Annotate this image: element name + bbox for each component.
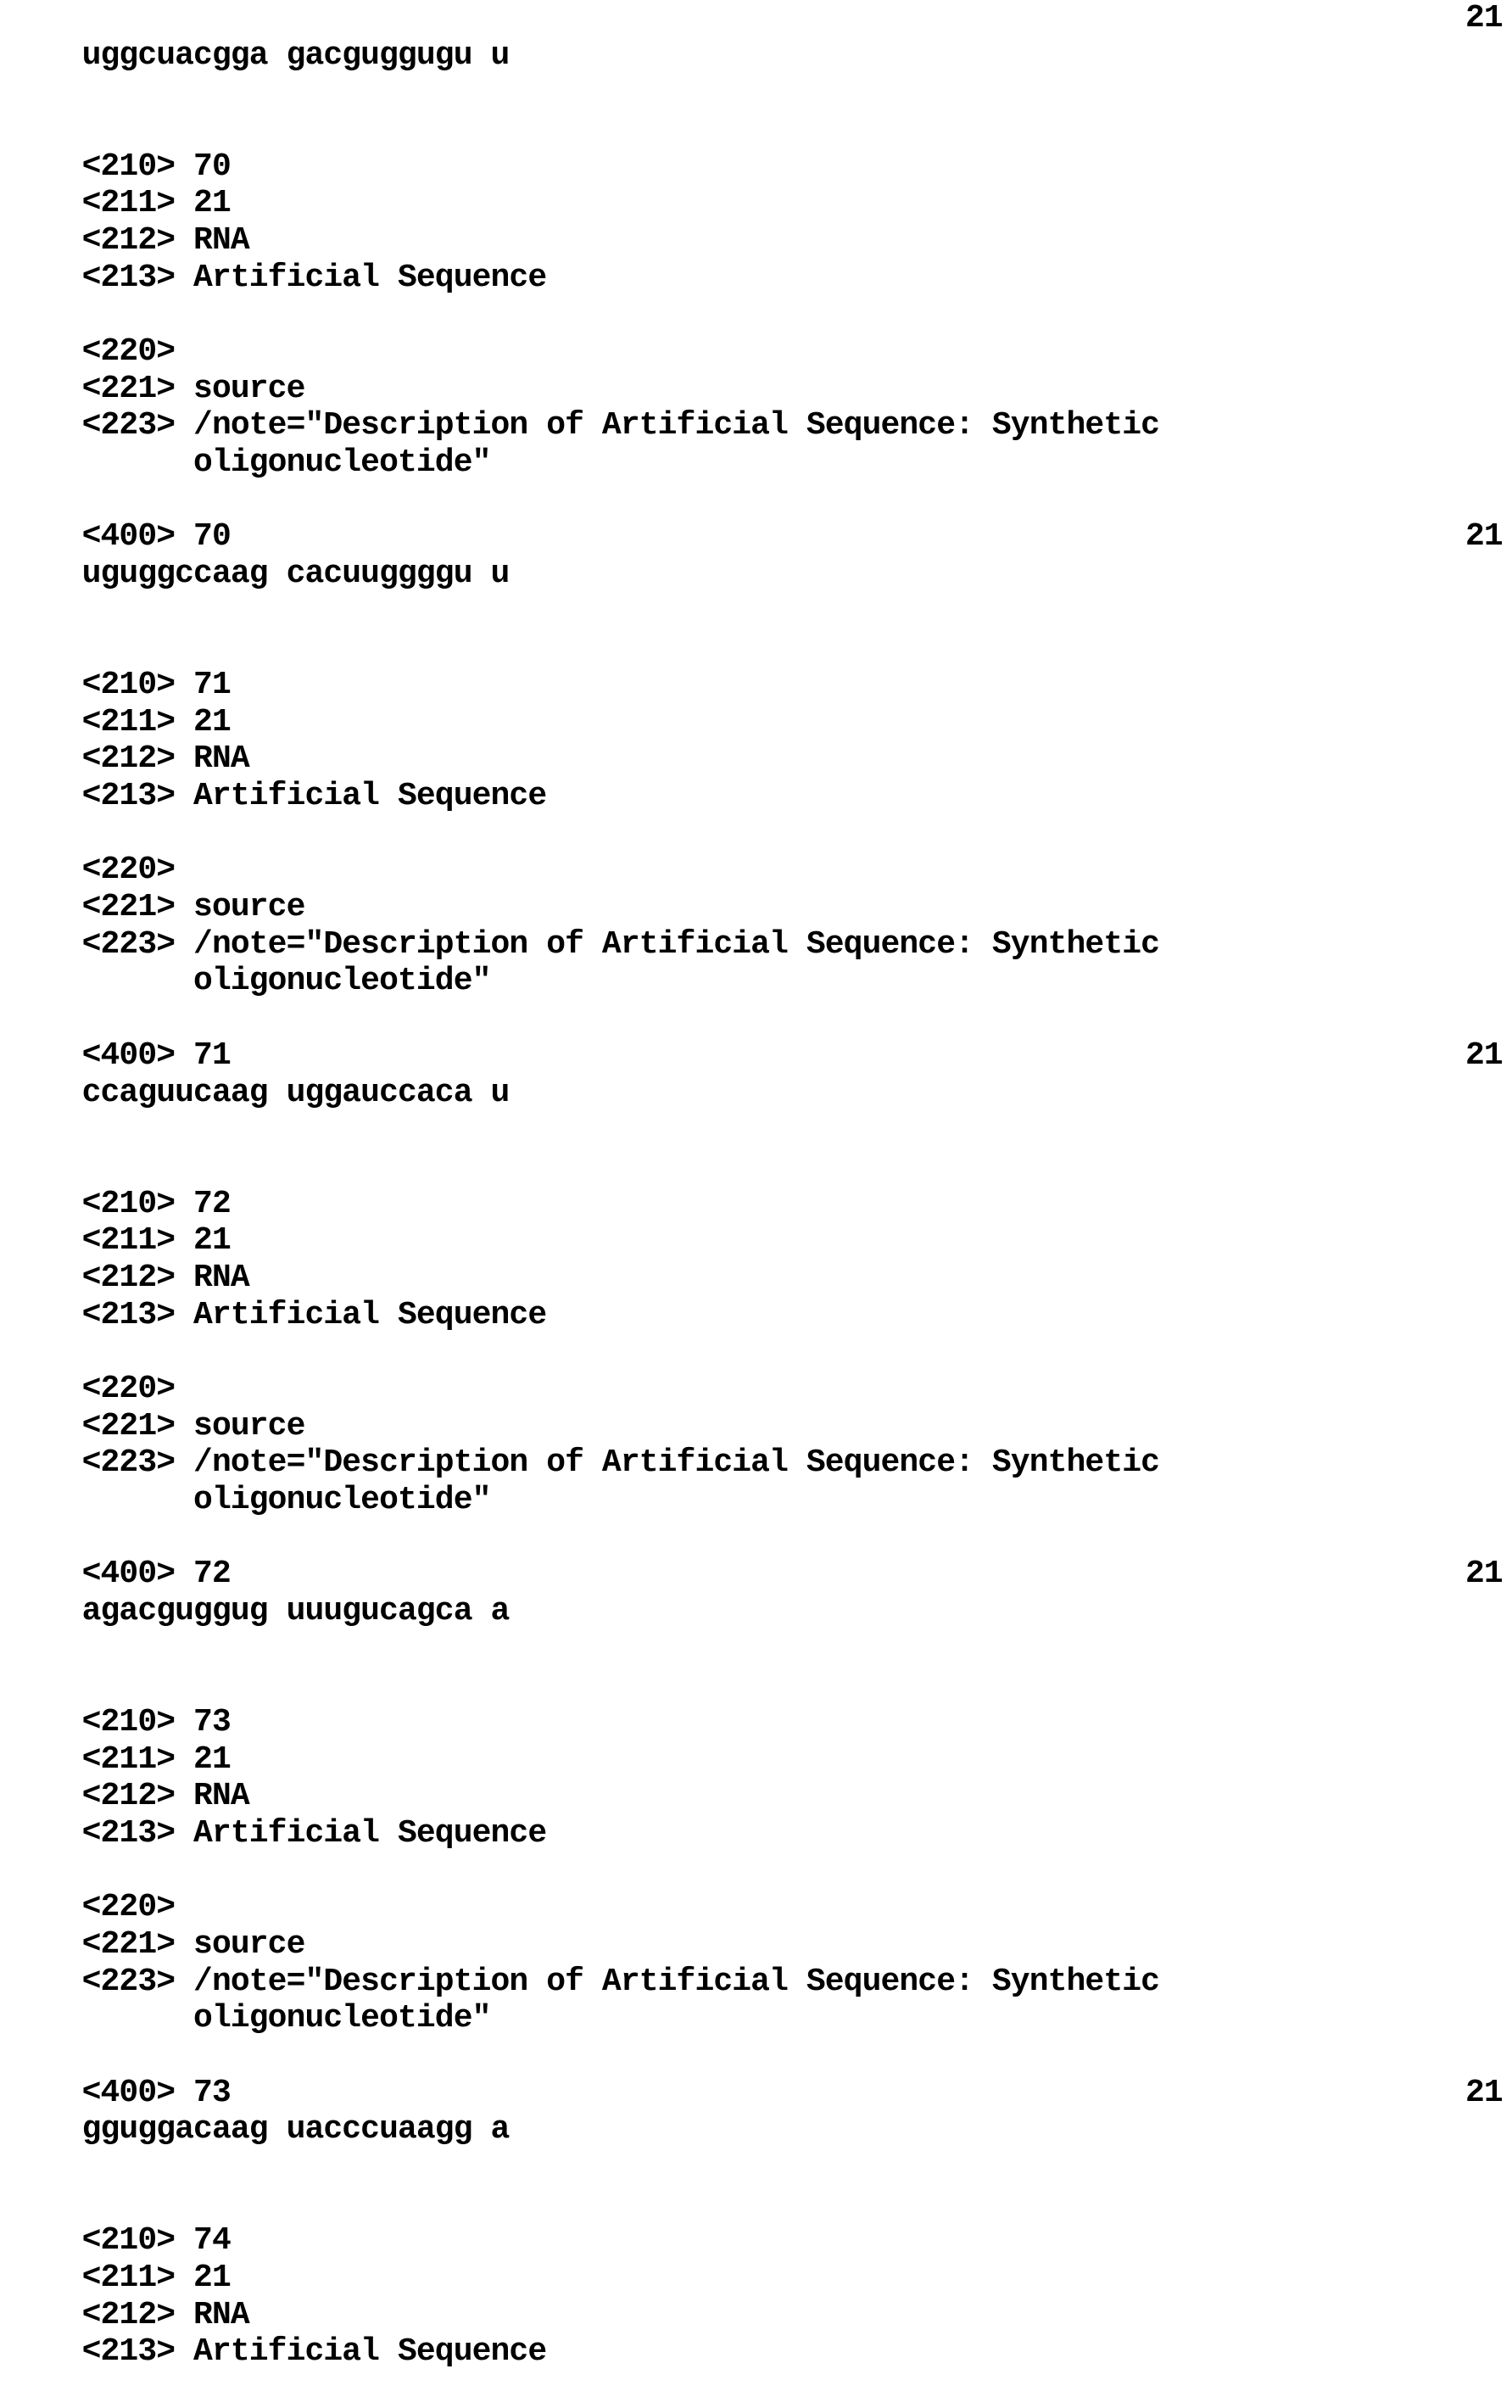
blank-line bbox=[8, 1074, 1512, 1111]
blank-line bbox=[8, 1111, 1512, 1148]
line-text: <400> 73 bbox=[81, 2074, 231, 2111]
line-text: <221> source bbox=[81, 1407, 305, 1444]
line-text: <221> source bbox=[81, 889, 305, 926]
blank-line bbox=[8, 1482, 1512, 1519]
sequence-text: uguggccaag cacuuggggu u bbox=[81, 556, 510, 593]
sequence-text: uggcuacgga gacguggugu u bbox=[81, 36, 510, 74]
tag-line bbox=[8, 815, 1512, 889]
tag-line bbox=[8, 333, 1512, 407]
tag-line bbox=[8, 1186, 1512, 1260]
tag-line bbox=[8, 1778, 1512, 1852]
tag-line bbox=[8, 889, 1512, 963]
tag-line bbox=[8, 111, 1512, 185]
blank-line bbox=[8, 2148, 1512, 2186]
sequence-length-count: 21 bbox=[1465, 518, 1503, 556]
line-text: oligonucleotide" bbox=[81, 2000, 491, 2037]
sequence-line bbox=[8, 2074, 1512, 2148]
sequence-length-count: 21 bbox=[1465, 1036, 1503, 1074]
line-text: <212> RNA bbox=[81, 740, 249, 778]
line-text: <211> 21 bbox=[81, 1740, 231, 1778]
line-text: <223> /note="Description of Artificial Sequence: Synthetic bbox=[81, 1444, 1160, 1482]
blank-line bbox=[8, 74, 1512, 111]
tag-line bbox=[8, 740, 1512, 815]
tag-line bbox=[8, 2186, 1512, 2260]
tag-line bbox=[8, 1741, 1512, 1815]
line-text: <210> 72 bbox=[81, 1185, 231, 1222]
line-text: <400> 71 bbox=[81, 1036, 231, 1074]
line-text: <211> 21 bbox=[81, 1222, 231, 1260]
line-text: <212> RNA bbox=[81, 1778, 249, 1815]
blank-line bbox=[8, 37, 1512, 75]
line-text: <213> Artificial Sequence bbox=[81, 2333, 547, 2371]
continuation-line bbox=[8, 1444, 1512, 1518]
line-text: <220> bbox=[81, 1889, 176, 1926]
tag-line bbox=[8, 371, 1512, 444]
line-text: <221> source bbox=[81, 370, 305, 407]
blank-line bbox=[8, 1630, 1512, 1668]
line-text: <211> 21 bbox=[81, 185, 231, 222]
blank-line bbox=[8, 2000, 1512, 2037]
tag-line bbox=[8, 222, 1512, 296]
tag-line bbox=[8, 1704, 1512, 1778]
continuation-line bbox=[8, 407, 1512, 482]
line-text: <212> RNA bbox=[81, 2296, 249, 2333]
blank-line bbox=[8, 1297, 1512, 1334]
line-text: <212> RNA bbox=[81, 1259, 249, 1296]
continuation-line bbox=[8, 1964, 1512, 2037]
sequence-length-count: 21 bbox=[1465, 0, 1503, 36]
line-text: <220> bbox=[81, 852, 176, 889]
line-text: <211> 21 bbox=[81, 703, 231, 740]
sequence-line bbox=[8, 1036, 1512, 1111]
blank-line bbox=[8, 1593, 1512, 1630]
line-text: <210> 73 bbox=[81, 1703, 231, 1740]
line-text: <213> Artificial Sequence bbox=[81, 259, 547, 296]
tag-line bbox=[8, 1260, 1512, 1333]
line-text: oligonucleotide" bbox=[81, 444, 491, 482]
sequence-text: gguggacaag uacccuaagg a bbox=[81, 2111, 510, 2148]
tag-line bbox=[8, 1889, 1512, 1963]
sequence-length-count: 21 bbox=[1465, 1556, 1503, 1593]
blank-line bbox=[8, 444, 1512, 482]
line-text: <213> Artificial Sequence bbox=[81, 1814, 547, 1852]
line-text: <220> bbox=[81, 333, 176, 371]
tag-line bbox=[8, 296, 1512, 371]
line-text: <212> RNA bbox=[81, 222, 249, 260]
line-text: <221> source bbox=[81, 1925, 305, 1963]
tag-line bbox=[8, 1222, 1512, 1296]
sequence-text: ccaguucaag uggauccaca u bbox=[81, 1074, 510, 1111]
line-text: <210> 71 bbox=[81, 667, 231, 704]
blank-line bbox=[8, 1815, 1512, 1852]
sequence-line bbox=[8, 0, 1512, 74]
sequence-line bbox=[8, 1556, 1512, 1629]
line-text: <220> bbox=[81, 1370, 176, 1407]
tag-line bbox=[8, 629, 1512, 704]
tag-line bbox=[8, 704, 1512, 778]
line-text: oligonucleotide" bbox=[81, 963, 491, 1000]
blank-line bbox=[8, 963, 1512, 1000]
line-text: <223> /note="Description of Artificial Sequence: Synthetic bbox=[81, 925, 1160, 963]
tag-line bbox=[8, 2260, 1512, 2333]
blank-line bbox=[8, 778, 1512, 815]
line-text: oligonucleotide" bbox=[81, 1481, 491, 1518]
tag-line bbox=[8, 185, 1512, 260]
tag-line bbox=[8, 2222, 1512, 2296]
tag-line bbox=[8, 2297, 1512, 2371]
continuation-line bbox=[8, 926, 1512, 1000]
line-text: <210> 70 bbox=[81, 148, 231, 185]
line-text: <223> /note="Description of Artificial Sequence: Synthetic bbox=[81, 1963, 1160, 2000]
tag-line bbox=[8, 1333, 1512, 1407]
sequence-line bbox=[8, 518, 1512, 593]
line-text: <210> 74 bbox=[81, 2222, 231, 2260]
line-text: <211> 21 bbox=[81, 2260, 231, 2296]
sequence-length-count: 21 bbox=[1465, 2074, 1503, 2111]
blank-line bbox=[8, 556, 1512, 593]
blank-line bbox=[8, 260, 1512, 297]
line-text: <400> 70 bbox=[81, 518, 231, 556]
tag-line bbox=[8, 1667, 1512, 1740]
line-text: <223> /note="Description of Artificial Sequence: Synthetic bbox=[81, 407, 1160, 444]
tag-line bbox=[8, 1408, 1512, 1482]
blank-line bbox=[8, 2111, 1512, 2148]
tag-line bbox=[8, 1371, 1512, 1444]
tag-line bbox=[8, 1148, 1512, 1222]
tag-line bbox=[8, 667, 1512, 740]
tag-line bbox=[8, 1852, 1512, 1926]
tag-line bbox=[8, 148, 1512, 222]
line-text: <400> 72 bbox=[81, 1556, 231, 1593]
sequence-text: agacguggug uuugucagca a bbox=[81, 1592, 510, 1629]
blank-line bbox=[8, 593, 1512, 630]
line-text: <213> Artificial Sequence bbox=[81, 1296, 547, 1333]
line-text: <213> Artificial Sequence bbox=[81, 778, 547, 815]
tag-line bbox=[8, 852, 1512, 926]
tag-line bbox=[8, 1926, 1512, 2000]
